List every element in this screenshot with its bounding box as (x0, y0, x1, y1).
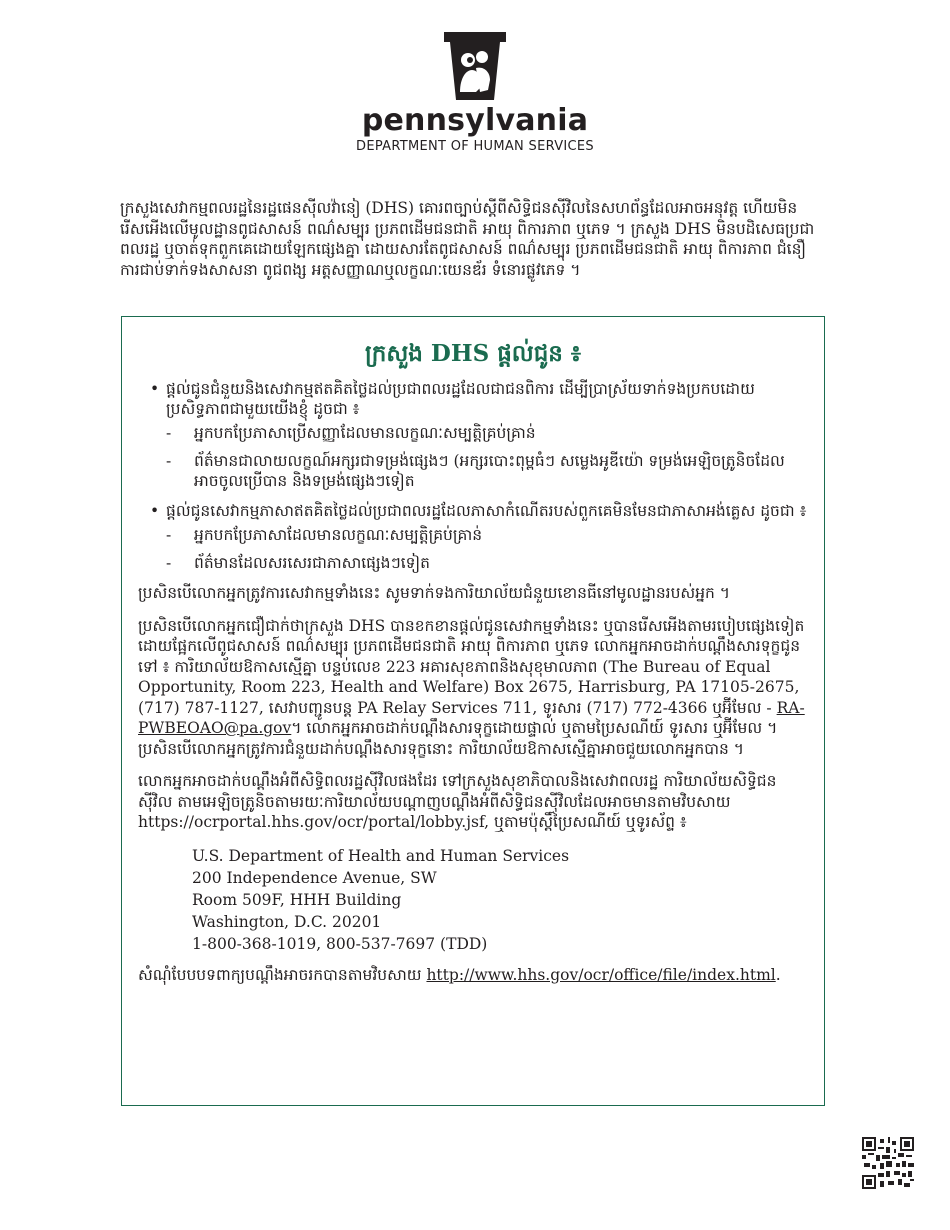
list-item (138, 379, 808, 491)
intro-paragraph: ក្រសួងសេវាកម្មពលរដ្ឋនៃរដ្ឋផេនស៊ីលវ៉ានៀ (DHS) គោរពច្បាប់ស្តីពីសិទ្ធិជនស៊ីវិលនៃសហព័ន្ធដែលអាចអនុវត្ត ហើយមិនរើសអើងលើមូលដ្ឋានពូជសាសន៍ ពណ៌សម្បុរ ប្រភពដើមជនជាតិ អាយុ ពិការភាព ឬភេទ ។ ក្រសួង DHS មិនបដិសេធប្រជាពលរដ្ឋ ឬចាត់ទុកពួកគេដោយឡែកផ្សេងគ្នា ដោយសារតែពូជសាសន៍ ពណ៌សម្បុរ ប្រភពដើមជនជាតិ អាយុ ពិការភាព ជំនឿ ការជាប់ទាក់ទងសាសនា ពូជពង្ស អត្តសញ្ញាណឬលក្ខណៈយេនឌ័រ ទំនោរផ្លូវភេទ ។ (120, 199, 815, 279)
department-name: DEPARTMENT OF HUMAN SERVICES (356, 139, 594, 154)
complaint-text: ប្រសិនបើលោកអ្នកជឿជាក់ថាក្រសួង DHS បានខកខានផ្តល់ជូនសេវាកម្មទាំងនេះ ឬបានរើសអើងតាមរបៀបផ្សេងទៀតដោយផ្អែកលើពូជសាសន៍ ពណ៌សម្បុរ ប្រភពដើមជនជាតិ អាយុ ពិការភាព ឬភេទ លោកអ្នកអាចដាក់បណ្តឹងសារទុក្ខជូនទៅ ៖ ការិយាល័យឱកាសស្មើគ្នា បន្ទប់លេខ 223 អគារសុខភាពនិងសុខុមាលភាព (The Bureau of Equal Opportunity, Room 223, Health and Welfare) Box 2675, Harrisburg, PA 17105-2675, (717) 787-1127, សេវាបញ្ជូនបន្ត PA Relay Services 711, ទូរសារ (717) 772-4366 ឬអ៊ីមែល - (138, 616, 805, 717)
email-link[interactable]: RA-PWBEOAO@pa.gov (138, 698, 805, 737)
header-logo (0, 30, 950, 156)
qr-code-icon (862, 1137, 914, 1189)
services-list (138, 379, 808, 573)
complaint-text-end: ។ លោកអ្នកអាចដាក់បណ្តឹងសារទុក្ខដោយផ្ទាល់ ឬតាមប្រៃសណីយ៍ ទូរសារ ឬអ៊ីមែល ។ ប្រសិនបើលោកអ្នកត្រូវការជំនួយដាក់បណ្តឹងសារទុក្ខនោះ ការិយាល័យឱកាសស្មើគ្នាអាចជួយលោកអ្នកបាន ។ (138, 719, 778, 758)
services-box (121, 316, 825, 1106)
sub-item: - អ្នកបកប្រែភាសាដែលមានលក្ខណៈសម្បត្តិគ្រប់គ្រាន់ (166, 525, 808, 545)
forms-paragraph (138, 965, 808, 986)
sub-item: - ព័ត៌មានដែលសរសេរជាភាសាផ្សេងៗទៀត (166, 553, 808, 573)
complaint-paragraph (138, 616, 808, 760)
bullet-text: ផ្តល់ជូនជំនួយនិងសេវាកម្មឥតគិតថ្លៃដល់ប្រជាពលរដ្ឋដែលជាជនពិការ ដើម្បីប្រាស្រ័យទាក់ទងប្រកបដោយប្រសិទ្ធភាពជាមួយយើងខ្ញុំ ដូចជា ៖ (166, 380, 755, 418)
forms-end: . (775, 965, 781, 984)
address-line: 200 Independence Avenue, SW (192, 868, 437, 887)
address-line: 1-800-368-1019, 800-537-7697 (TDD) (192, 934, 488, 953)
bullet-text: ផ្តល់ជូនសេវាកម្មភាសាឥតគិតថ្លៃដល់ប្រជាពលរដ្ឋដែលភាសាកំណើតរបស់ពួកគេមិនមែនជាភាសាអង់គ្លេស ដូចជា ៖ (166, 502, 807, 520)
sub-item: - ព័ត៌មានជាលាយលក្ខណ៍អក្សរជាទម្រង់ផ្សេងៗ (អក្សរបោះពុម្ពធំៗ សម្លេងអូឌីយ៉ោ ទម្រង់អេឡិចត្រូនិចដែលអាចចូលប្រើបាន និងទម្រង់ផ្សេងៗទៀត (166, 451, 808, 491)
forms-link[interactable]: http://www.hhs.gov/ocr/office/file/index.html (426, 965, 776, 984)
contact-county-paragraph: ប្រសិនបើលោកអ្នកត្រូវការសេវាកម្មទាំងនេះ សូមទាក់ទងការិយាល័យជំនួយខោនធីនៅមូលដ្ឋានរបស់អ្នក ។ (138, 584, 731, 602)
address-block (192, 845, 808, 955)
keystone-logo-icon (442, 30, 508, 102)
sub-list (166, 525, 808, 573)
address-line: Room 509F, HHH Building (192, 890, 402, 909)
list-item (138, 501, 808, 573)
forms-text: សំណុំបែបបទពាក្យបណ្តឹងអាចរកបានតាមវិបសាយ (138, 965, 422, 984)
address-line: U.S. Department of Health and Human Services (192, 846, 570, 865)
federal-complaint-paragraph: លោកអ្នកអាចដាក់បណ្តឹងអំពីសិទ្ធិពលរដ្ឋស៊ីវិលផងដែរ ទៅក្រសួងសុខាភិបាលនិងសេវាពលរដ្ឋ ការិយាល័យសិទ្ធិជនស៊ីវិល តាមអេឡិចត្រូនិចតាមរយៈការិយាល័យបណ្តាញបណ្តឹងអំពីសិទ្ធិជនស៊ីវិលដែលអាចមានតាមវិបសាយ https://ocrportal.hhs.gov/ocr/portal/lobby.jsf, ឬតាមប៉ុស្តិ៍ប្រៃសណីយ៍ ឬទូរស័ព្ទ ៖ (138, 772, 777, 831)
sub-item: - អ្នកបកប្រែភាសាប្រើសញ្ញាដែលមានលក្ខណៈសម្បត្តិគ្រប់គ្រាន់ (166, 423, 808, 443)
sub-list (166, 423, 808, 491)
logo-wordmark: pennsylvania (361, 103, 589, 138)
address-line: Washington, D.C. 20201 (192, 912, 382, 931)
box-title: ក្រសួង DHS ផ្តល់ជូន ៖ (364, 340, 582, 367)
